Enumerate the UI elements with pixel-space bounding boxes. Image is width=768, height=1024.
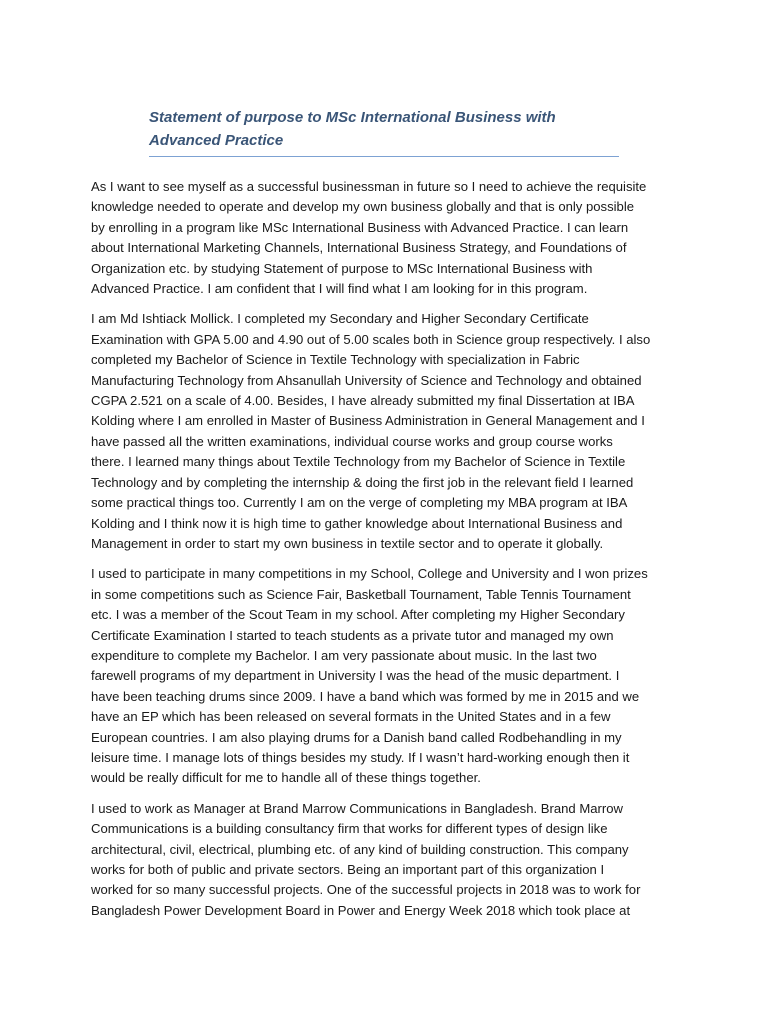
text-line: Organization etc. by studying Statement of purpose to MSc International Business with (91, 260, 593, 276)
text-line: some practical things too. Currently I am on the verge of completing my MBA program at IBA (91, 495, 628, 511)
text-line: Manufacturing Technology from Ahsanullah University of Science and Technology and obtained (91, 372, 642, 388)
text-line: expenditure to complete my Bachelor. I am very passionate about music. In the last two (91, 647, 597, 663)
title-line-1: Statement of purpose to MSc International Business with (149, 109, 556, 126)
text-line: Technology and by completing the internship & doing the first job in the relevant field I learned (91, 474, 634, 490)
text-line: etc. I was a member of the Scout Team in my school. After completing my Higher Secondary (91, 607, 625, 623)
text-line: about International Marketing Channels, International Business Strategy, and Foundations of (91, 240, 627, 256)
text-line: there. I learned many things about Textile Technology from my Bachelor of Science in Textile (91, 454, 626, 470)
text-line: have an EP which has been released on several formats in the United States and in a few (91, 709, 611, 725)
paragraph-3 (91, 564, 681, 788)
text-line: leisure time. I manage lots of things besides my study. If I wasn’t hard-working enough then it (91, 749, 630, 765)
text-line: Certificate Examination I started to teach students as a private tutor and managed my own (91, 627, 614, 643)
text-line: I used to participate in many competitions in my School, College and University and I won prizes (91, 566, 648, 582)
text-line: As I want to see myself as a successful businessman in future so I need to achieve the requisite (91, 179, 647, 194)
text-line: farewell programs of my department in University I was the head of the music department. I (91, 668, 620, 684)
text-line: Kolding where I am enrolled in Master of Business Administration in General Management and I (91, 413, 645, 429)
text-line: I used to work as Manager at Brand Marrow Communications in Bangladesh. Brand Marrow (91, 800, 623, 816)
text-line: knowledge needed to operate and develop my own business globally and that is only possible (91, 199, 635, 215)
text-line: Communications is a building consultancy firm that works for different types of design like (91, 821, 608, 837)
text-line: architectural, civil, electrical, plumbing etc. of any kind of building construction. This company (91, 841, 629, 857)
title-underline-rule (149, 156, 619, 157)
text-line: Management in order to start my own business in textile sector and to operate it globally. (91, 535, 604, 551)
text-line: Examination with GPA 5.00 and 4.90 out of 5.00 scales both in Science group respectively. I also (91, 331, 651, 347)
text-line: would be really difficult for me to handle all of these things together. (91, 770, 481, 786)
text-line: in some competitions such as Science Fair, Basketball Tournament, Table Tennis Tournament (91, 586, 631, 602)
text-line: Bangladesh Power Development Board in Power and Energy Week 2018 which took place at (91, 902, 631, 918)
title-line-2: Advanced Practice (149, 132, 284, 149)
text-line: European countries. I am also playing drums for a Danish band called Rodbehandling in my (91, 729, 622, 745)
text-line: by enrolling in a program like MSc International Business with Advanced Practice. I can learn (91, 219, 629, 235)
text-line: I am Md Ishtiack Mollick. I completed my Secondary and Higher Secondary Certificate (91, 311, 589, 327)
document-body (91, 177, 681, 931)
text-line: completed my Bachelor of Science in Textile Technology with specialization in Fabric (91, 352, 580, 368)
text-line: worked for so many successful projects. One of the successful projects in 2018 was to work for (91, 882, 641, 898)
paragraph-2 (91, 309, 681, 554)
text-line: works for both of public and private sectors. Being an important part of this organization I (91, 862, 605, 877)
text-line: have passed all the written examinations, individual course works and group course works (91, 433, 613, 449)
paragraph-1 (91, 177, 681, 299)
text-line: Advanced Practice. I am confident that I will find what I am looking for in this program. (91, 281, 588, 297)
document-title (149, 106, 619, 152)
paragraph-4 (91, 799, 681, 921)
text-line: Kolding and I think now it is high time to gather knowledge about International Business and (91, 515, 623, 531)
text-line: have been teaching drums since 2009. I have a band which was formed by me in 2015 and we (91, 688, 640, 704)
text-line: CGPA 2.521 on a scale of 4.00. Besides, I have already submitted my final Dissertation at IBA (91, 393, 635, 409)
